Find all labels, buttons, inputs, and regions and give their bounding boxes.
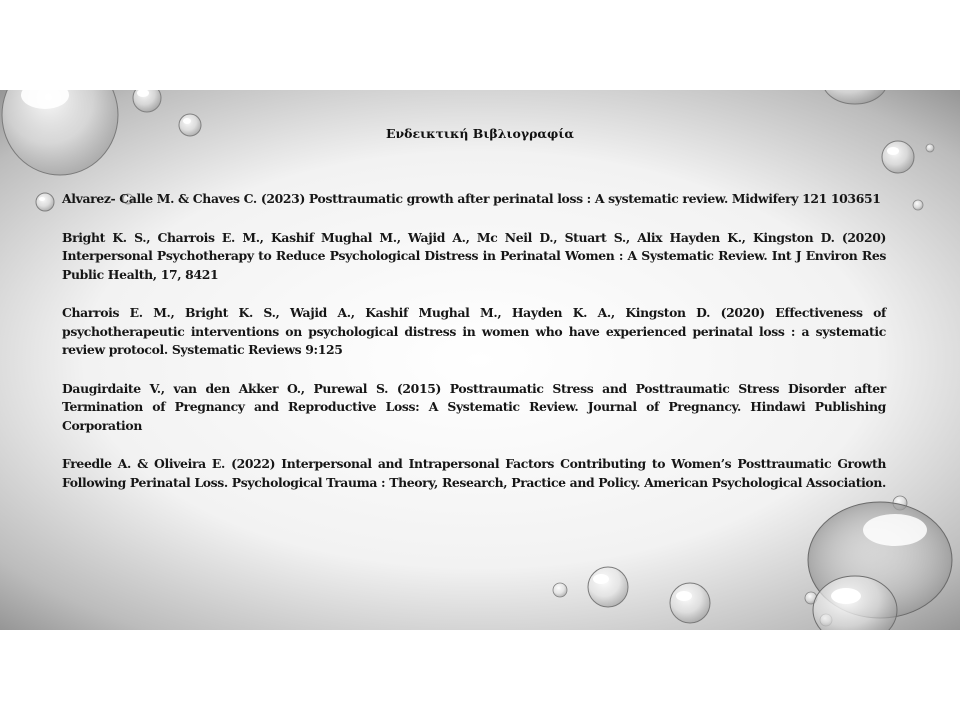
reference-item: Daugirdaite V., van den Akker O., Purewal S. (2015) Posttraumatic Stress and Posttraumatic Stress Disorder after Termination of Pregnancy and Reproductive Loss: A Systematic Review. Journal of Pregnancy. Hindawi Publishing Corporation	[62, 380, 886, 433]
water-drop-small	[133, 90, 161, 112]
water-drop-small	[926, 144, 934, 152]
reference-item: Alvarez- Calle M. & Chaves C. (2023) Posttraumatic growth after perinatal loss : A systematic review. Midwifery 121 103651	[62, 191, 881, 206]
water-drop-medium	[882, 141, 914, 173]
water-drop-small	[913, 200, 923, 210]
reference-item: Charrois E. M., Bright K. S., Wajid A., Kashif Mughal M., Hayden K. A., Kingston D. (2020) Effectiveness of psychotherapeutic interventions on psychological distress in women who have experienced perinatal loss : a systematic review protocol. Systematic Reviews 9:125	[62, 305, 886, 357]
reference-item: Bright K. S., Charrois E. M., Kashif Mughal M., Wajid A., Mc Neil D., Stuart S., Alix Hayden K., Kingston D. (2020) Interpersonal Psychotherapy to Reduce Psychological Distress in Perinatal Women : A Systematic Review. Int J Environ Res Public Health, 17, 8421	[62, 229, 886, 282]
presentation-slide	[0, 90, 960, 630]
water-drop-medium	[588, 567, 628, 607]
slide-title: Ενδεικτική Βιβλιογραφία	[385, 126, 575, 141]
water-drop-small	[553, 583, 567, 597]
water-drop-large-top-right	[823, 90, 887, 104]
water-drop-small	[36, 193, 54, 211]
water-drop-medium	[670, 583, 710, 623]
reference-list	[62, 190, 886, 512]
reference-item: Freedle A. & Oliveira E. (2022) Interpersonal and Intrapersonal Factors Contributing to Women’s Posttraumatic Growth Following Perinatal Loss. Psychological Trauma : Theory, Research, Practice and Policy. American Psychological Association.	[62, 456, 886, 490]
